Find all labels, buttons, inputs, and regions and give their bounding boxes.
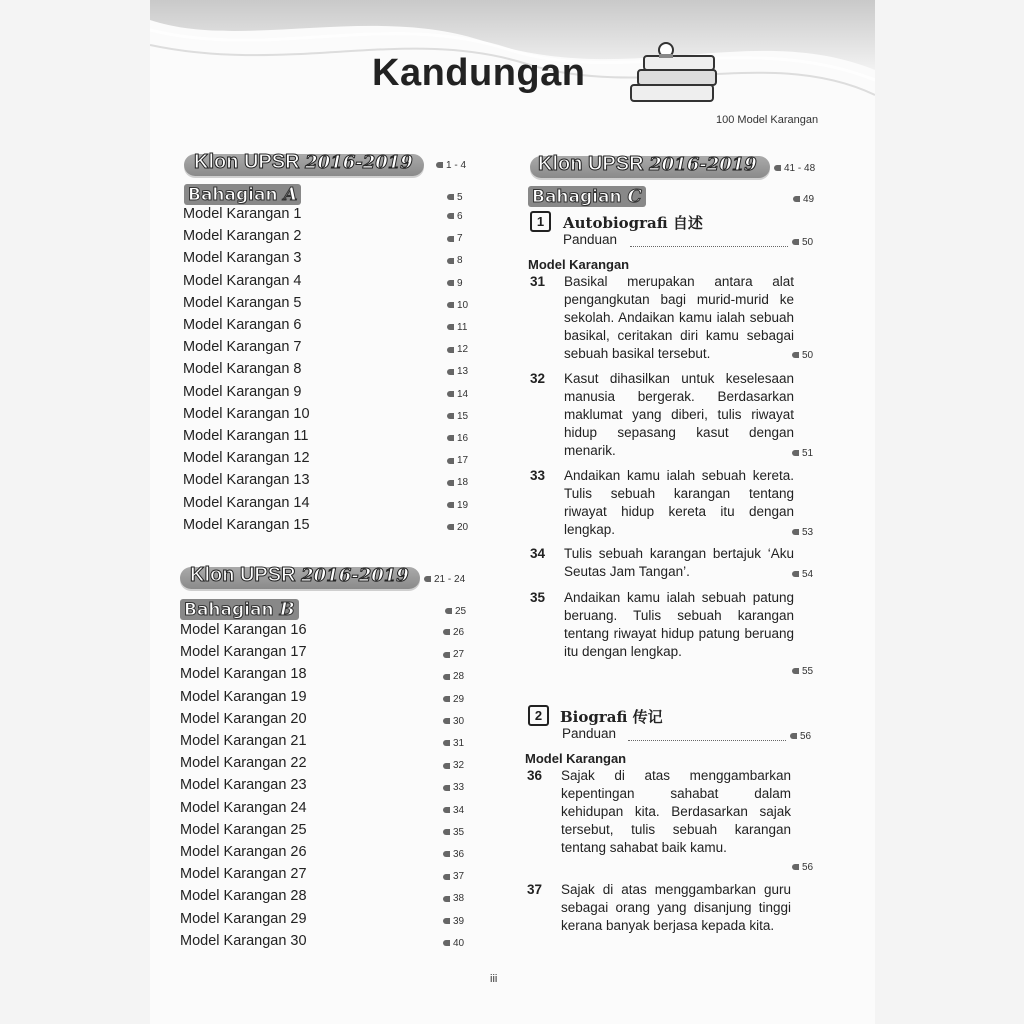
model-karangan-entry: Model Karangan 1 [183, 206, 302, 222]
page-ref: 5 [447, 192, 463, 203]
page-ref: 28 [443, 671, 464, 682]
klon-years: 2016-2019 [305, 152, 413, 173]
page-ref: 39 [443, 916, 464, 927]
item-number: 34 [530, 546, 546, 561]
page-ref: 6 [447, 211, 463, 222]
model-karangan-entry: Model Karangan 21 [180, 733, 307, 749]
page-ref: 55 [792, 666, 813, 677]
dot-leader [630, 246, 788, 247]
page-ref: 35 [443, 827, 464, 838]
klon-upsr-banner-c [530, 153, 770, 178]
page-ref: 40 [443, 938, 464, 949]
page-ref: 9 [447, 278, 463, 289]
page-ref: 50 [792, 237, 813, 248]
page-ref: 33 [443, 782, 464, 793]
item-text: Sajak di atas menggambarkan kepentingan sahabat dalam kehidupan kita. Berdasarkan sajak tersebut, tulis sebuah karangan tentang sahabat baik kamu. [561, 768, 791, 855]
page-ref: 20 [447, 522, 468, 533]
page-ref: 7 [447, 233, 463, 244]
bahagian-letter: B [279, 599, 295, 620]
bahagian-label: Bahagian [532, 187, 622, 207]
model-karangan-entry: Model Karangan 11 [183, 428, 309, 444]
page-ref: 53 [792, 527, 813, 538]
page-ref: 31 [443, 738, 464, 749]
model-karangan-entry: Model Karangan 20 [180, 710, 307, 727]
bahagian-c-heading [528, 186, 646, 207]
page-ref: 15 [447, 411, 468, 422]
item-number: 36 [527, 768, 543, 783]
model-karangan-entry: Model Karangan 12 [183, 450, 310, 467]
page-ref: 41 - 48 [774, 163, 815, 174]
model-karangan-entry: Model Karangan 14 [183, 494, 310, 511]
model-karangan-entry: Model Karangan 5 [183, 294, 302, 311]
page-ref: 13 [447, 366, 468, 377]
page-ref: 38 [443, 893, 464, 904]
page-ref: 25 [445, 606, 466, 617]
bahagian-b-heading [180, 599, 299, 620]
panduan-label: Panduan [563, 232, 618, 247]
klon-years: 2016-2019 [649, 154, 757, 175]
bahagian-letter: C [627, 186, 642, 207]
model-karangan-entry: Model Karangan 16 [180, 622, 307, 638]
bahagian-label: Bahagian [184, 600, 274, 620]
page-ref: 49 [793, 194, 814, 205]
model-karangan-entry: Model Karangan 22 [180, 755, 307, 772]
page-ref: 34 [443, 805, 464, 816]
model-karangan-entry: Model Karangan 26 [180, 844, 307, 860]
bahagian-letter: A [283, 184, 298, 205]
klon-label: Klon UPSR [190, 564, 296, 586]
item-number: 31 [530, 274, 546, 289]
item-number: 35 [530, 590, 546, 605]
bahagian-label: Bahagian [188, 185, 278, 205]
item-text: Andaikan kamu ialah sebuah kereta. Tulis sebuah karangan tentang riwayat hidup kereta itu dengan lengkap. [564, 468, 794, 537]
page-ref: 54 [792, 569, 813, 580]
model-karangan-entry: Model Karangan 2 [183, 228, 302, 245]
model-karangan-entry: Model Karangan 7 [183, 339, 302, 356]
topic-number-box: 1 [530, 211, 551, 232]
page-ref: 18 [447, 477, 468, 488]
model-karangan-entry: Model Karangan 17 [180, 644, 307, 661]
klon-years: 2016-2019 [301, 565, 409, 586]
topic-title: Autobiografi 自述 [563, 214, 703, 232]
model-karangan-entry: Model Karangan 18 [180, 666, 307, 683]
model-karangan-entry: Model Karangan 28 [180, 888, 307, 905]
page-ref: 51 [792, 448, 813, 459]
model-karangan-entry: Model Karangan 10 [183, 405, 310, 422]
page-ref: 50 [792, 350, 813, 361]
page-subtitle: 100 Model Karangan [716, 114, 819, 126]
dot-leader [628, 740, 786, 741]
item-text: Basikal merupakan antara alat pengangkutan bagi murid-murid ke sekolah. Andaikan kamu ialah sebuah basikal, ceritakan diri kamu sebagai sebuah basikal tersebut. [564, 274, 794, 361]
page-ref: 36 [443, 849, 464, 860]
page-ref: 26 [443, 627, 464, 638]
page-ref: 11 [447, 322, 467, 333]
klon-upsr-banner-a [184, 151, 424, 176]
page-ref: 37 [443, 871, 464, 882]
klon-upsr-banner-b [180, 564, 420, 589]
bahagian-a-heading [184, 184, 301, 205]
page-ref: 21 - 24 [424, 574, 465, 585]
model-karangan-entry: Model Karangan 6 [183, 317, 302, 333]
model-karangan-heading: Model Karangan [525, 751, 627, 766]
model-karangan-entry: Model Karangan 15 [183, 516, 310, 533]
page-ref: 16 [447, 433, 468, 444]
topic-title: Biografi 传记 [560, 708, 663, 726]
model-karangan-entry: Model Karangan 27 [180, 866, 307, 883]
contents-page [150, 0, 875, 1024]
model-karangan-entry: Model Karangan 3 [183, 250, 302, 267]
page-number: iii [490, 973, 498, 985]
model-karangan-entry: Model Karangan 8 [183, 361, 302, 378]
page-ref: 29 [443, 694, 464, 705]
model-karangan-entry: Model Karangan 24 [180, 799, 307, 816]
page-ref: 14 [447, 389, 468, 400]
item-number: 37 [527, 882, 543, 897]
item-text: Andaikan kamu ialah sebuah patung beruang. Tulis sebuah karangan tentang riwayat hidup patung beruang itu dengan lengkap. [564, 590, 794, 659]
item-text: Kasut dihasilkan untuk keselesaan manusia bergerak. Berdasarkan maklumat yang diberi, tulis riwayat hidup sepasang kasut dengan menarik. [564, 371, 794, 458]
model-karangan-entry: Model Karangan 29 [180, 910, 307, 927]
model-karangan-entry: Model Karangan 30 [180, 932, 307, 949]
model-karangan-heading: Model Karangan [528, 257, 630, 272]
page-margin-left [0, 0, 150, 1024]
page-ref: 12 [447, 344, 468, 355]
item-number: 32 [530, 371, 546, 386]
model-karangan-entry: Model Karangan 19 [180, 688, 307, 705]
topic-number-box: 2 [528, 705, 549, 726]
model-karangan-entry: Model Karangan 9 [183, 383, 302, 400]
page-ref: 8 [447, 255, 463, 266]
page-ref: 17 [447, 455, 468, 466]
klon-label: Klon UPSR [538, 153, 644, 175]
item-text: Tulis sebuah karangan bertajuk ‘Aku Seutas Jam Tangan’. [564, 546, 794, 579]
model-karangan-entry: Model Karangan 13 [183, 472, 310, 489]
model-karangan-entry: Model Karangan 25 [180, 821, 307, 838]
page-ref: 30 [443, 716, 464, 727]
page-title: Kandungan [372, 52, 586, 94]
model-karangan-entry: Model Karangan 23 [180, 777, 307, 794]
page-ref: 10 [447, 300, 468, 311]
page-ref: 1 - 4 [436, 160, 466, 171]
page-ref: 27 [443, 649, 464, 660]
model-karangan-entry: Model Karangan 4 [183, 272, 302, 289]
item-text: Sajak di atas menggambarkan guru sebagai orang yang disanjung tinggi kerana banyak berjasa kepada kita. [561, 882, 791, 933]
page-ref: 56 [790, 731, 811, 742]
klon-label: Klon UPSR [194, 151, 300, 173]
page-ref: 32 [443, 760, 464, 771]
books-icon [626, 40, 721, 110]
panduan-label: Panduan [562, 726, 617, 741]
item-number: 33 [530, 468, 546, 483]
page-ref: 19 [447, 500, 468, 511]
page-ref: 56 [792, 862, 813, 873]
page-margin-right [875, 0, 1024, 1024]
